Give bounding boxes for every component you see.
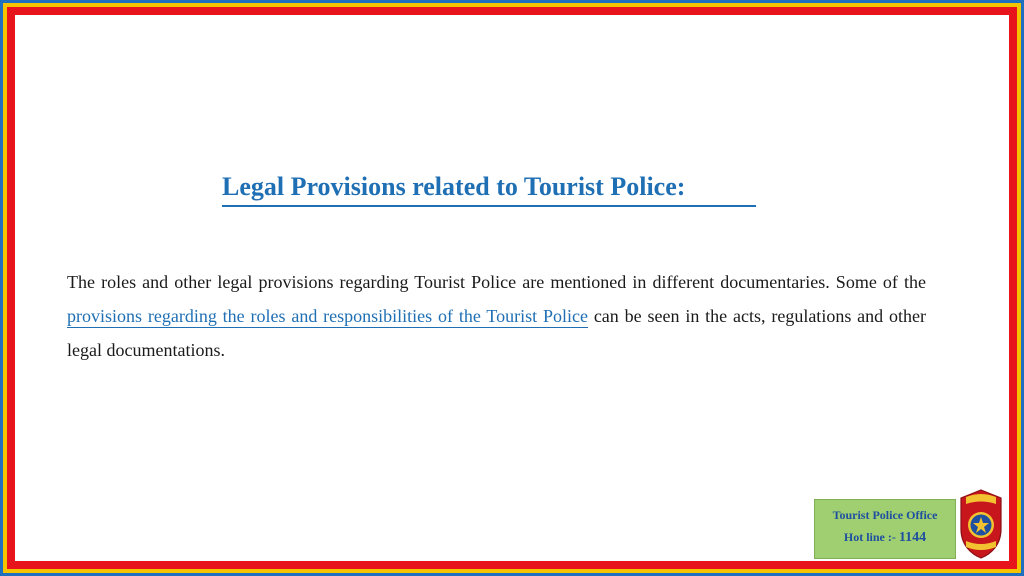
paragraph-text-before: The roles and other legal provisions regarding Tourist Police are mentioned in different documentaries. Some of the	[67, 272, 926, 292]
footer-contact-box	[814, 499, 956, 559]
paragraph-text-after: can be seen in the acts, regulations and other legal documentations.	[67, 306, 926, 360]
slide-title: Legal Provisions related to Tourist Police:	[222, 172, 756, 207]
provisions-link[interactable]: provisions regarding the roles and responsibilities of the Tourist Police	[67, 306, 588, 326]
hotline-label: Hot line :-	[843, 530, 896, 544]
footer-office-label: Tourist Police Office	[832, 508, 938, 522]
slide-paragraph	[67, 265, 926, 367]
tourist-police-emblem-icon	[958, 489, 1004, 559]
hotline-number: 1144	[898, 530, 927, 545]
footer-hotline	[815, 530, 955, 546]
